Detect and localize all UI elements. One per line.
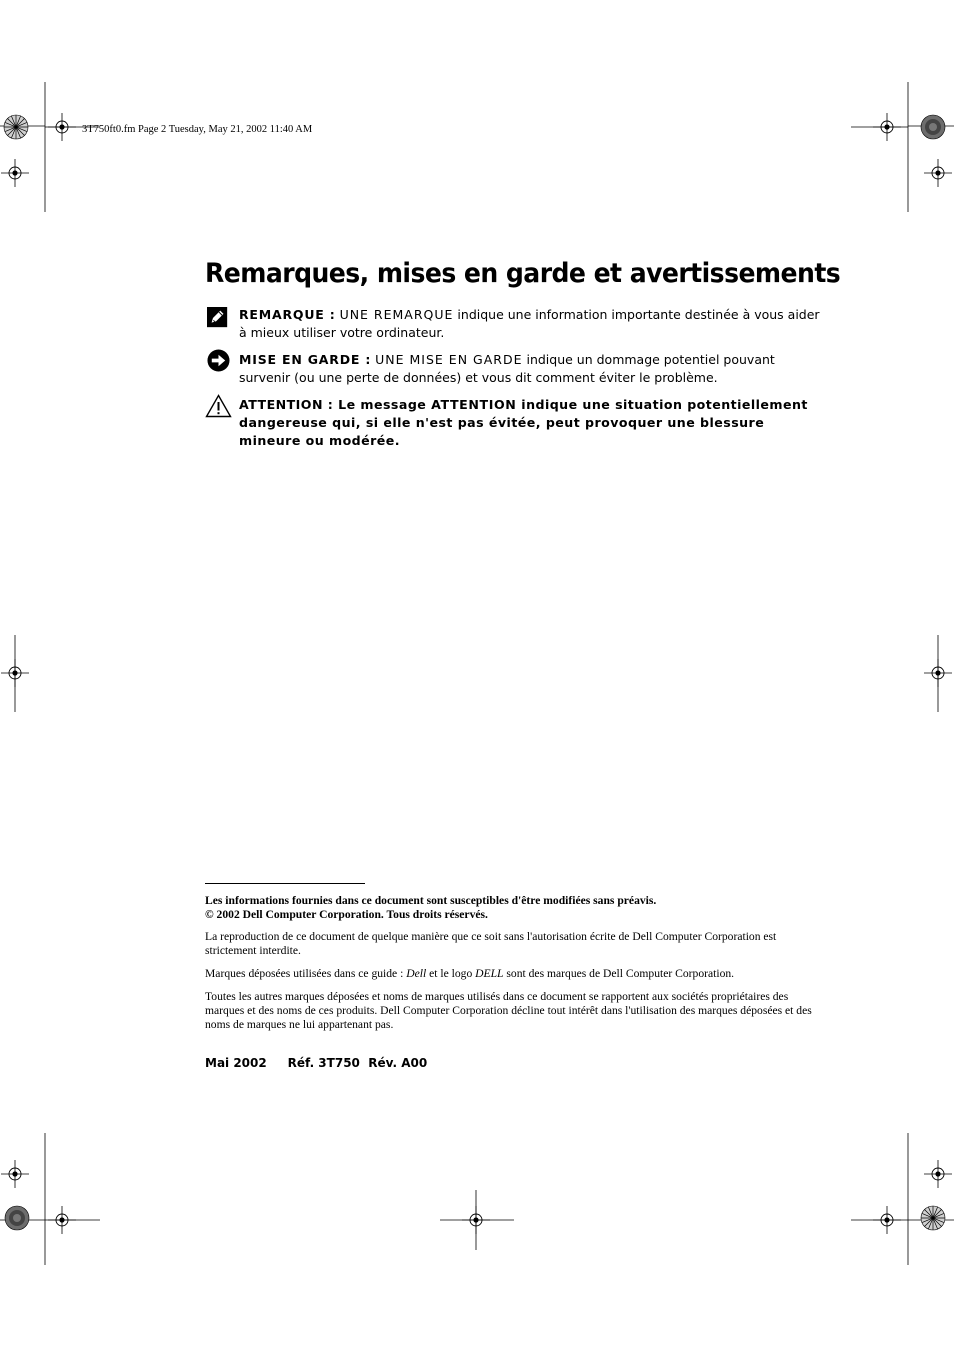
notice-mise-en-garde-text: [239, 351, 825, 387]
legal-notice-bold: [205, 894, 825, 922]
notice-label: ATTENTION :: [239, 397, 334, 412]
footnote-divider: [205, 883, 365, 884]
notice-attention: [205, 396, 825, 450]
notice-body: indique une information importante destinée à vous aider à mieux utiliser votre ordinateur.: [239, 307, 820, 340]
legal-trademarks-text: [205, 967, 825, 981]
publication-date: Mai 2002: [205, 1056, 267, 1070]
notice-remarque-text: [239, 306, 825, 342]
document-reference: [205, 1056, 427, 1070]
legal-line-1: Les informations fournies dans ce document sont susceptibles d'être modifiées sans préavis.: [205, 894, 657, 907]
legal-other-marks-text: Toutes les autres marques déposées et noms de marques utilisés dans ce document se rapportent aux sociétés propriétaires des marques et des noms de ces produits. Dell Computer Corporation décline tout intérêt dans l'utilisation des marques déposées et des noms de marques ne lui appartenant pas.: [205, 990, 812, 1031]
notice-caps: UNE REMARQUE: [339, 307, 454, 322]
notice-body: indique un dommage potentiel pouvant survenir (ou une perte de données) et vous dit comment éviter le problème.: [239, 352, 775, 385]
notice-caps: ATTENTION: [431, 397, 517, 412]
legal-trademarks: [205, 967, 825, 981]
trademark-dell: Dell: [406, 967, 427, 980]
notice-mise-en-garde: [205, 351, 825, 387]
notice-body: indique une situation potentiellement dangereuse qui, si elle n'est pas évitée, peut provoquer une blessure mineure ou modérée.: [239, 397, 808, 448]
arrow-circle-icon: [207, 349, 230, 372]
legal-other-marks: [205, 990, 825, 1032]
notice-remarque: [205, 306, 825, 342]
trademarks-mid: et le logo: [426, 967, 476, 980]
trademark-dell-logo: DELL: [475, 967, 504, 980]
notice-attention-text: [239, 396, 825, 450]
legal-line-2: © 2002 Dell Computer Corporation. Tous droits réservés.: [205, 908, 488, 921]
revision: Rév. A00: [368, 1056, 428, 1070]
trademarks-suffix: sont des marques de Dell Computer Corporation.: [503, 967, 735, 980]
part-number: Réf. 3T750: [287, 1056, 360, 1070]
pencil-note-icon: [207, 307, 229, 329]
notice-label: REMARQUE :: [239, 307, 336, 322]
notice-label: MISE EN GARDE :: [239, 352, 372, 367]
legal-reproduction-text: La reproduction de ce document de quelque manière que ce soit sans l'autorisation écrite de Dell Computer Corporation est strictement interdite.: [205, 930, 777, 957]
notice-caps: UNE MISE EN GARDE: [375, 352, 523, 367]
notice-pre: Le message: [338, 397, 427, 412]
legal-reproduction: [205, 930, 825, 958]
trademarks-prefix: Marques déposées utilisées dans ce guide :: [205, 967, 407, 980]
file-header-line: 3T750ft0.fm Page 2 Tuesday, May 21, 2002 11:40 AM: [82, 124, 313, 135]
page-title: Remarques, mises en garde et avertissements: [205, 258, 841, 289]
warning-triangle-icon: [205, 394, 232, 418]
